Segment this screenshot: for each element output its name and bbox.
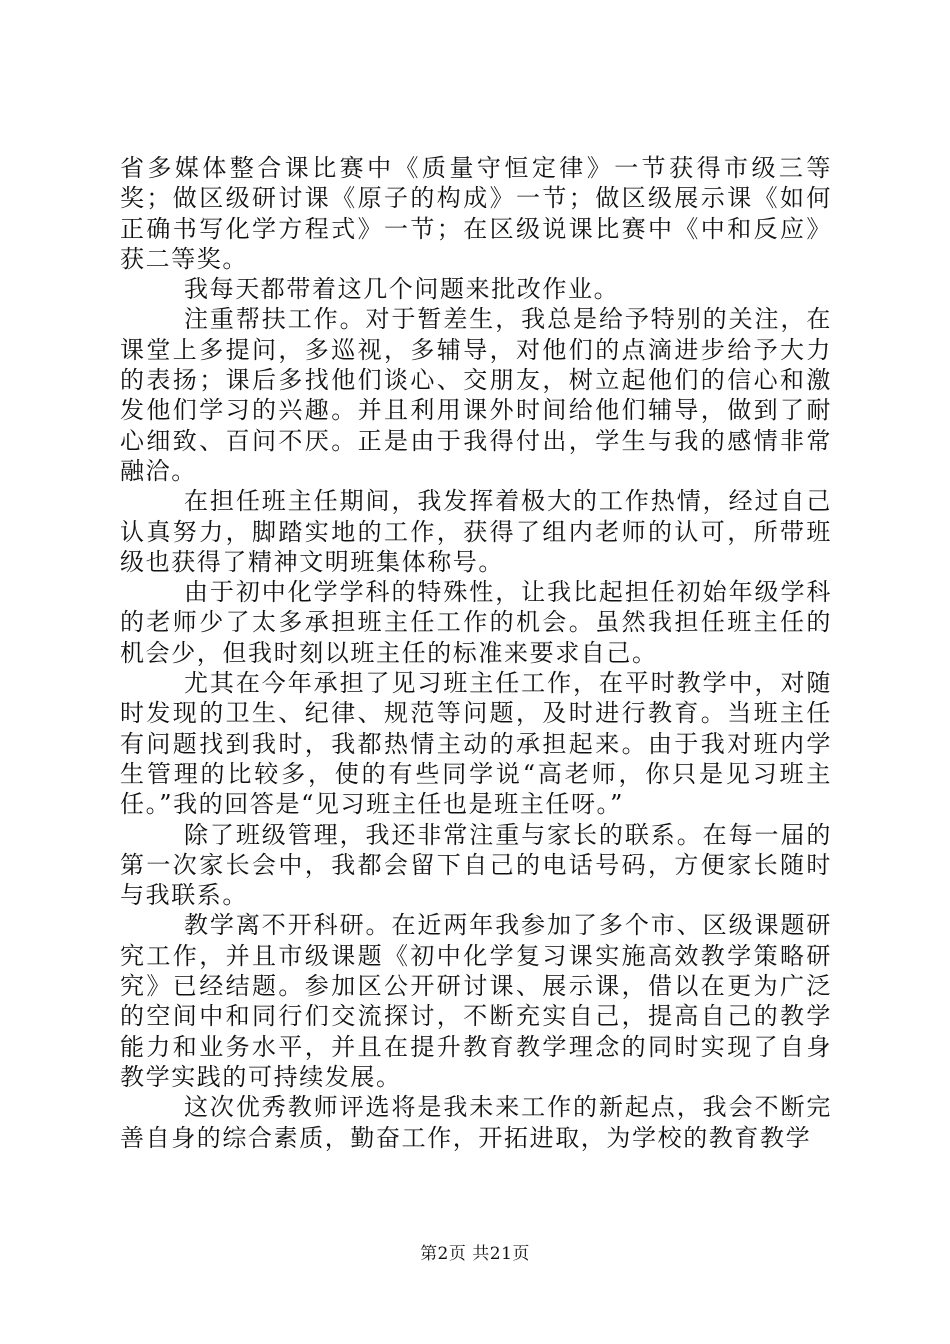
paragraph-2: 我每天都带着这几个问题来批改作业。 [184,275,620,304]
paragraph-3: 注重帮扶工作。对于暂差生，我总是给予特别的关注，在课堂上多提问，多巡视，多辅导，对他们的点滴进步给予大力的表扬；课后多找他们谈心、交朋友，树立起他们的信心和激发他们学习的兴趣。并且利用课外时间给他们辅导，做到了耐心细致、百问不厌。正是由于我得付出，学生与我的感情非常融洽。 [120,305,832,485]
paragraph-5: 由于初中化学学科的特殊性，让我比起担任初始年级学科的老师少了太多承担班主任工作的机会。虽然我担任班主任的机会少，但我时刻以班主任的标准来要求自己。 [120,578,832,667]
paragraph-9: 这次优秀教师评选将是我未来工作的新起点，我会不断完善自身的综合素质，勤奋工作，开拓进取，为学校的教育教学 [120,1093,832,1152]
document-body [120,153,832,1153]
paragraph-7: 除了班级管理，我还非常注重与家长的联系。在每一届的第一次家长会中，我都会留下自己的电话号码，方便家长随时与我联系。 [120,820,832,910]
paragraph-8: 教学离不开科研。在近两年我参加了多个市、区级课题研究工作，并且市级课题《初中化学复习课实施高效教学策略研究》已经结题。参加区公开研讨课、展示课，借以在更为广泛的空间中和同行们交流探讨，不断充实自己，提高自己的教学能力和业务水平，并且在提升教育教学理念的同时实现了自身教学实践的可持续发展。 [120,911,832,1091]
paragraph-1: 省多媒体整合课比赛中《质量守恒定律》一节获得市级三等奖；做区级研讨课《原子的构成》一节；做区级展示课《如何正确书写化学方程式》一节；在区级说课比赛中《中和反应》获二等奖。 [120,154,832,273]
paragraph-4: 在担任班主任期间，我发挥着极大的工作热情，经过自己认真努力，脚踏实地的工作，获得了组内老师的认可，所带班级也获得了精神文明班集体称号。 [120,487,832,576]
paragraph-6: 尤其在今年承担了见习班主任工作，在平时教学中，对随时发现的卫生、纪律、规范等问题，及时进行教育。当班主任有问题找到我时，我都热情主动的承担起来。由于我对班内学生管理的比较多，使的有些同学说“高老师，你只是见习班主任。”我的回答是“见习班主任也是班主任呀。” [120,669,832,819]
page-number-footer: 第2页 共21页 [420,1244,530,1264]
